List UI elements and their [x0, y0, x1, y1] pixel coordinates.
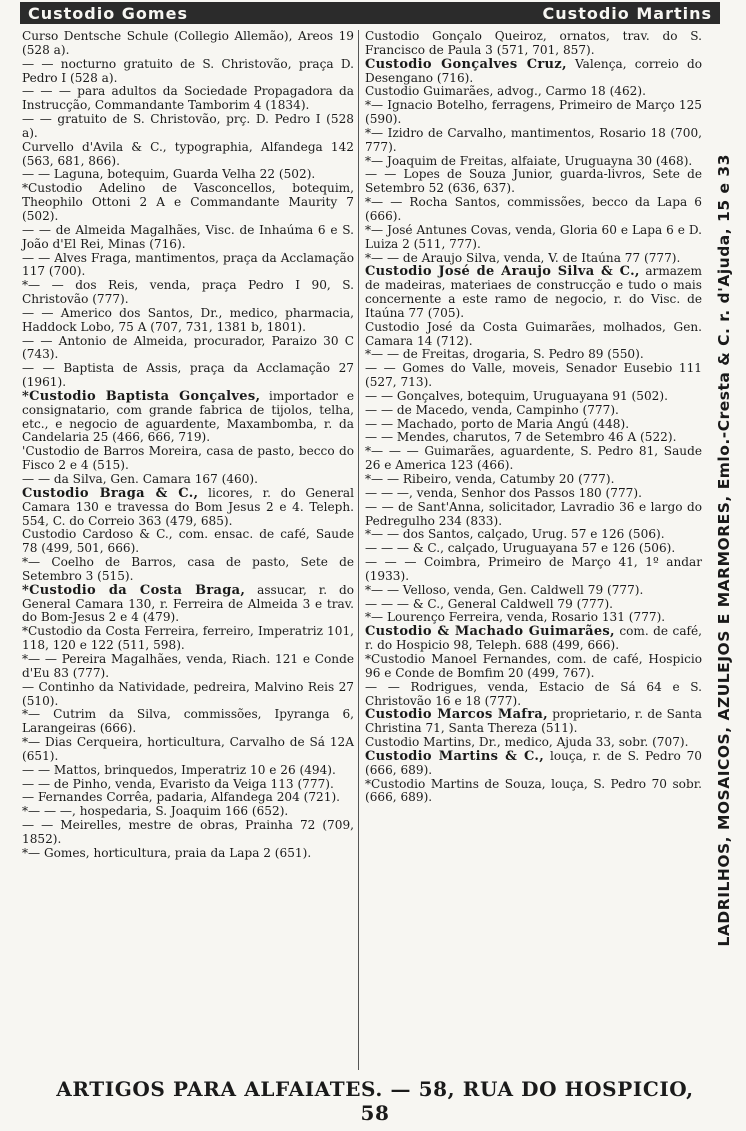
directory-entry: [22, 390, 354, 445]
directory-entry: [365, 625, 702, 653]
entry-bold-name: Custodio Marcos Mafra,: [365, 707, 548, 723]
directory-entry: [365, 348, 702, 362]
entry-text: — — Laguna, botequim, Guarda Velha 22 (502).: [22, 167, 316, 182]
directory-entry: [22, 556, 354, 584]
sidebar-ad-text: LADRILHOS, MOSAICOS, AZULEJOS E MARMORES, Emlo.-Cresta & C. r. d'Ajuda, 15 e 33: [715, 153, 733, 947]
entry-text: *— Lourenço Ferreira, venda, Rosario 131 (777).: [365, 610, 666, 625]
directory-entry: [365, 404, 702, 418]
entry-text: — — Baptista de Assis, praça da Acclamação 27 (1961).: [22, 361, 354, 390]
entry-text: *— — Ribeiro, venda, Catumby 20 (777).: [365, 472, 615, 486]
entry-text: — — Lopes de Souza Junior, guarda-livros, Sete de Setembro 52 (636, 637).: [365, 167, 702, 196]
entry-text: *— — dos Santos, calçado, Urug. 57 e 126 (506).: [365, 527, 665, 542]
directory-entry: [365, 598, 702, 612]
directory-entry: [365, 58, 702, 86]
entry-text: Curso Dentsche Schule (Collegio Allemão), Areos 19 (528 a).: [22, 29, 354, 57]
directory-entry: [365, 362, 702, 390]
entry-text: com. de café, r. do Hospicio 98, Teleph. 688 (499, 666).: [365, 624, 703, 653]
directory-entry: [365, 528, 702, 542]
entry-text: *— — dos Reis, venda, praça Pedro I 90, S. Christovão (777).: [22, 278, 354, 307]
directory-entry: [365, 445, 702, 473]
entry-text: — Fernandes Corrêa, padaria, Alfandega 204 (721).: [22, 790, 341, 805]
entry-text: *— — de Freitas, drogaria, S. Pedro 89 (550).: [365, 347, 644, 362]
running-header: [20, 2, 720, 24]
entry-text: Curvello d'Avila & C., typographia, Alfandega 142 (563, 681, 866).: [22, 139, 354, 168]
directory-entry: [22, 141, 354, 169]
directory-entry: [365, 127, 702, 155]
entry-text: — — nocturno gratuito de S. Christovão, praça D. Pedro I (528 a).: [22, 56, 354, 85]
directory-entry: [22, 182, 354, 224]
entry-text: *— Coelho de Barros, casa de pasto, Sete de Setembro 3 (515).: [22, 555, 354, 583]
directory-entry: [22, 653, 354, 681]
entry-text: — — Rodrigues, venda, Estacio de Sá 64 e S. Christovão 16 e 18 (777).: [365, 679, 702, 708]
entry-text: — — Antonio de Almeida, procurador, Paraizo 30 C (743).: [22, 333, 354, 362]
entry-text: — — Gomes do Valle, moveis, Senador Eusebio 111 (527, 713).: [365, 361, 702, 390]
entry-text: — — de Macedo, venda, Campinho (777).: [365, 402, 619, 417]
entry-text: *Custodio Martins de Souza, louça, S. Pedro 70 sobr. (666, 689).: [365, 776, 702, 805]
directory-entry: [22, 473, 354, 487]
entry-text: *— Ignacio Botelho, ferragens, Primeiro de Março 125 (590).: [365, 98, 702, 127]
directory-entry: [365, 390, 702, 404]
entry-text: — — Americo dos Santos, Dr., medico, pharmacia, Haddock Lobo, 75 A (707, 731, 1381 b, 1801).: [22, 305, 354, 334]
left-column: [22, 30, 359, 1070]
entry-text: — — gratuito de S. Christovão, prç. D. Pedro I (528 a).: [22, 112, 354, 140]
directory-entry: [365, 542, 702, 556]
entry-text: — — Gonçalves, botequim, Uruguayana 91 (502).: [365, 388, 668, 403]
entry-text: — — — Coimbra, Primeiro de Março 41, 1º andar (1933).: [365, 555, 702, 583]
entry-text: Custodio José da Costa Guimarães, molhados, Gen. Camara 14 (712).: [365, 319, 702, 348]
columns: [22, 30, 702, 1070]
entry-text: proprietario, r. de Santa Christina 71, Santa Thereza (511).: [365, 707, 702, 736]
directory-entry: [22, 113, 354, 141]
entry-text: *— — —, hospedaria, S. Joaquim 166 (652).: [22, 804, 289, 819]
directory-entry: [22, 528, 354, 556]
entry-bold-name: Custodio Gonçalves Cruz,: [365, 56, 567, 72]
entry-bold-name: Custodio Martins & C.,: [365, 748, 545, 764]
directory-entry: [365, 681, 702, 709]
directory-entry: [365, 30, 702, 58]
entry-text: *— — — Guimarães, aguardente, S. Pedro 81, Saude 26 e America 123 (466).: [365, 444, 702, 473]
directory-entry: [22, 252, 354, 280]
directory-entry: [365, 99, 702, 127]
directory-entry: [22, 681, 354, 709]
right-column: [365, 30, 702, 1070]
directory-entry: [22, 335, 354, 363]
directory-entry: [22, 30, 354, 58]
entry-text: *— Izidro de Carvalho, mantimentos, Rosario 18 (700, 777).: [365, 125, 702, 154]
directory-entry: [22, 445, 354, 473]
entry-text: — — Mattos, brinquedos, Imperatriz 10 e 26 (494).: [22, 762, 336, 777]
entry-text: Custodio Guimarães, advog., Carmo 18 (462).: [365, 84, 646, 99]
entry-bold-name: Custodio & Machado Guimarães,: [365, 624, 615, 640]
entry-text: — — Meirelles, mestre de obras, Prainha 72 (709, 1852).: [22, 818, 354, 846]
directory-entry: [365, 252, 702, 266]
directory-entry: [22, 819, 354, 847]
directory-entry: [365, 501, 702, 529]
header-right: Custodio Martins: [542, 3, 712, 23]
directory-entry: [22, 847, 354, 861]
directory-entry: [22, 584, 354, 626]
directory-entry: [22, 362, 354, 390]
directory-entry: [22, 168, 354, 182]
directory-entry: [22, 625, 354, 653]
entry-text: *— Gomes, horticultura, praia da Lapa 2 (651).: [22, 845, 312, 860]
entry-text: — — — & C., General Caldwell 79 (777).: [365, 596, 614, 611]
entry-text: — — —, venda, Senhor dos Passos 180 (777).: [365, 485, 642, 500]
entry-text: assucar, r. do General Camara 130, r. Ferreira de Almeida 3 e trav. do Bom-Jesus 2 e 4 (479).: [22, 582, 354, 625]
header-left: Custodio Gomes: [28, 3, 188, 23]
entry-text: — — — & C., calçado, Uruguayana 57 e 126 (506).: [365, 541, 676, 556]
directory-entry: [365, 487, 702, 501]
directory-entry: [22, 307, 354, 335]
entry-text: Custodio Gonçalo Queiroz, ornatos, trav. do S. Francisco de Paula 3 (571, 701, 857).: [365, 29, 702, 57]
sidebar-advertisement: [708, 30, 740, 1070]
entry-text: 'Custodio de Barros Moreira, casa de pasto, becco do Fisco 2 e 4 (515).: [22, 444, 354, 473]
directory-entry: [22, 778, 354, 792]
directory-entry: [22, 736, 354, 764]
entry-bold-name: *Custodio da Costa Braga,: [22, 582, 246, 598]
directory-entry: [22, 805, 354, 819]
entry-text: Custodio Martins, Dr., medico, Ajuda 33, sobr. (707).: [365, 735, 689, 750]
entry-text: *— — Pereira Magalhães, venda, Riach. 121 e Conde d'Eu 83 (777).: [22, 651, 354, 680]
entry-text: licores, r. do General Camara 130 e travessa do Bom Jesus 2 e 4. Teleph. 554, C. do Correio 363 (479, 685).: [22, 485, 354, 528]
entry-text: *Custodio da Costa Ferreira, ferreiro, Imperatriz 101, 118, 120 e 122 (511, 598).: [22, 624, 354, 653]
entry-text: — — de Pinho, venda, Evaristo da Veiga 113 (777).: [22, 776, 334, 791]
directory-entry: [365, 168, 702, 196]
entry-text: *— José Antunes Covas, venda, Gloria 60 e Lapa 6 e D. Luiza 2 (511, 777).: [365, 222, 702, 251]
entry-text: — — Mendes, charutos, 7 de Setembro 46 A (522).: [365, 430, 677, 445]
directory-entry: [365, 418, 702, 432]
entry-text: *— Dias Cerqueira, horticultura, Carvalho de Sá 12A (651).: [22, 735, 354, 763]
directory-entry: [22, 708, 354, 736]
directory-entry: [22, 279, 354, 307]
entry-text: — — de Almeida Magalhães, Visc. de Inhaúma 6 e S. João d'El Rei, Minas (716).: [22, 222, 354, 251]
directory-entry: [365, 321, 702, 349]
directory-entry: [22, 85, 354, 113]
directory-entry: [365, 155, 702, 169]
entry-text: Custodio Cardoso & C., com. ensac. de café, Saude 78 (499, 501, 666).: [22, 527, 354, 556]
entry-text: — — Alves Fraga, mantimentos, praça da Acclamação 117 (700).: [22, 250, 354, 279]
entry-bold-name: *Custodio Baptista Gonçalves,: [22, 388, 261, 404]
entry-text: — Continho da Natividade, pedreira, Malvino Reis 27 (510).: [22, 679, 354, 708]
directory-entry: [365, 611, 702, 625]
directory-entry: [22, 764, 354, 778]
directory-entry: [365, 196, 702, 224]
entry-text: — — de Sant'Anna, solicitador, Lavradio 36 e largo do Pedregulho 234 (833).: [365, 499, 702, 528]
entry-text: *— Joaquim de Freitas, alfaiate, Uruguayna 30 (468).: [365, 153, 693, 168]
directory-entry: [365, 584, 702, 598]
entry-bold-name: Custodio Braga & C.,: [22, 485, 199, 501]
entry-text: — — da Silva, Gen. Camara 167 (460).: [22, 472, 258, 486]
entry-text: importador e consignatario, com grande fabrica de tijolos, telha, etc., e negocio de aguardente, Maxambomba, r. da Candelaria 25 (466, 666, 719).: [22, 388, 355, 445]
directory-entry: [365, 778, 702, 806]
directory-entry: [365, 708, 702, 736]
entry-text: — — Machado, porto de Maria Angú (448).: [365, 416, 630, 431]
entry-text: *— — Velloso, venda, Gen. Caldwell 79 (777).: [365, 582, 644, 597]
entry-text: Valença, correio do Desengano (716).: [365, 56, 703, 85]
entry-text: *Custodio Manoel Fernandes, com. de café, Hospicio 96 e Conde de Bomfim 20 (499, 767).: [365, 651, 702, 680]
directory-entry: [365, 653, 702, 681]
directory-entry: [22, 791, 354, 805]
entry-text: *— — de Araujo Silva, venda, V. de Itaúna 77 (777).: [365, 250, 681, 265]
directory-entry: [22, 487, 354, 529]
directory-entry: [365, 85, 702, 99]
entry-text: *Custodio Adelino de Vasconcellos, botequim, Theophilo Ottoni 2 A e Commandante Maurity 7 (502).: [22, 181, 354, 223]
entry-text: — — — para adultos da Sociedade Propagadora da Instrucção, Commandante Tamborim 4 (1834).: [22, 84, 354, 113]
entry-text: louça, r. de S. Pedro 70 (666, 689).: [365, 748, 702, 777]
directory-entry: [22, 224, 354, 252]
entry-bold-name: Custodio José de Araujo Silva & C.,: [365, 264, 640, 280]
directory-entry: [365, 556, 702, 584]
directory-entry: [365, 431, 702, 445]
directory-entry: [365, 265, 702, 320]
entry-text: *— — Rocha Santos, commissões, becco da Lapa 6 (666).: [365, 195, 702, 223]
directory-entry: [22, 58, 354, 86]
directory-entry: [365, 750, 702, 778]
entry-text: *— Cutrim da Silva, commissões, Ipyranga 6, Larangeiras (666).: [22, 707, 354, 736]
directory-entry: [365, 736, 702, 750]
directory-entry: [365, 473, 702, 487]
entry-text: armazem de madeiras, materiaes de construcção e tudo o mais concernente a este ramo de negocio, r. do Visc. de Itaúna 77 (705).: [365, 264, 702, 320]
footer-advertisement: ARTIGOS PARA ALFAIATES. — 58, RUA DO HOSPICIO, 58: [56, 1077, 694, 1125]
directory-entry: [365, 224, 702, 252]
